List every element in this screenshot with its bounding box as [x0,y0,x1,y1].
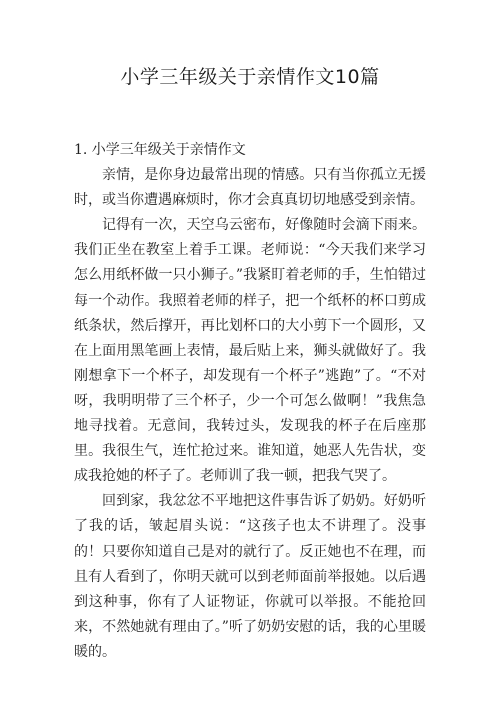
paragraph: 回到家，我忿忿不平地把这件事告诉了奶奶。好奶听了我的话，皱起眉头说：“这孩子也太不讲理了。没事的！只要你知道自己是对的就行了。反正她也不在理，而且有人看到了，你明天就可以到老师面前举报她。以后遇到这种事，你有了人证物证，你就可以举报。不能抢回来，不然她就有理由了。”听了奶奶安慰的话，我的心里暖暖的。 [74,493,426,660]
document-body [74,138,426,665]
document-title: 小学三年级关于亲情作文10篇 [120,66,380,88]
section-heading: 1. 小学三年级关于亲情作文 [74,142,246,158]
paragraph: 亲情，是你身边最常出现的情感。只有当你孤立无援时，或当你遭遇麻烦时，你才会真真切切地感受到亲情。 [74,167,426,209]
paragraph: 记得有一次，天空乌云密布，好像随时会滴下雨来。我们正坐在教室上着手工课。老师说：“今天我们来学习怎么用纸杯做一只小狮子。”我紧盯着老师的手，生怕错过每一个动作。我照着老师的样子，把一个纸杯的杯口剪成纸条状，然后撑开，再比划杯口的大小剪下一个圆形，又在上面用黑笔画上表情，最后贴上来，狮头就做好了。我刚想拿下一个杯子，却发现有一个杯子”逃跑”了。“不对呀，我明明带了三个杯子，少一个可怎么做啊！”我焦急地寻找着。无意间，我转过头，发现我的杯子在后座那里。我很生气，连忙抢过来。谁知道，她恶人先告状，变成我抢她的杯子了。老师训了我一顿，把我气哭了。 [74,217,426,485]
